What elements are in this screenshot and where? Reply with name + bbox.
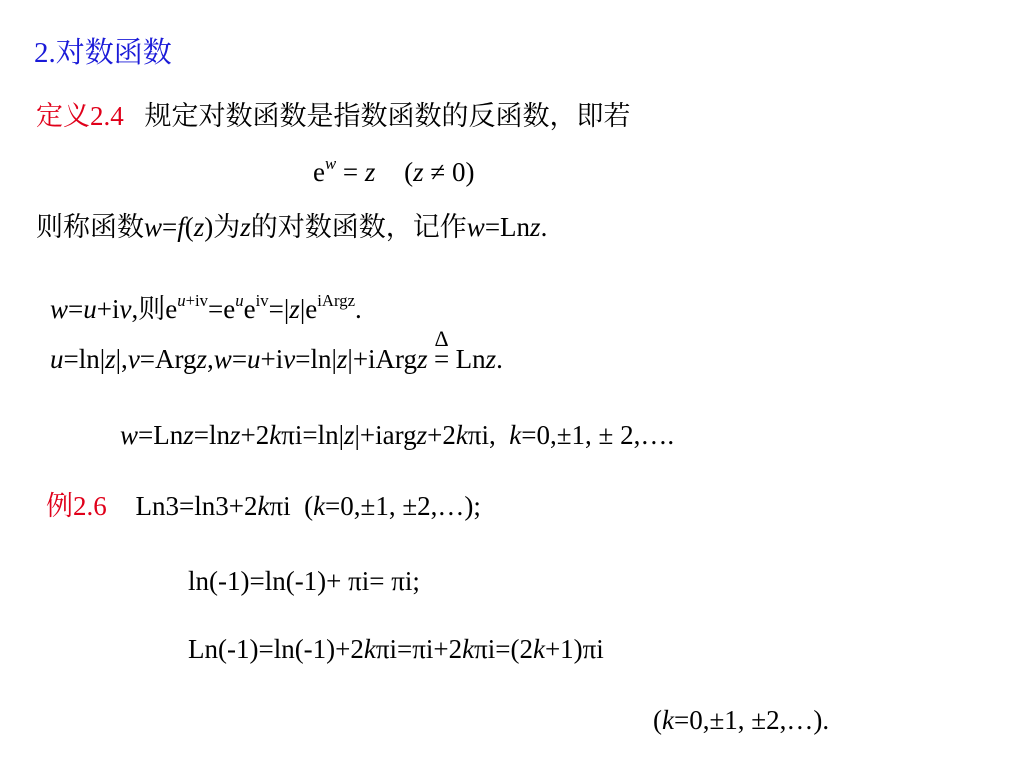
d2-e: +i: [260, 344, 284, 374]
d1-sup1-u: u: [177, 290, 186, 310]
ex3-k3: k: [532, 634, 545, 664]
ex4-k: k: [662, 705, 674, 735]
def2-w: w: [144, 212, 163, 242]
d2-u2: u: [247, 344, 261, 374]
example-line-1: [46, 491, 481, 521]
d3-z2: z: [230, 420, 241, 450]
d1-plus-i: +i: [96, 294, 120, 324]
example-line-3: [188, 634, 604, 664]
def2-f: f: [177, 212, 185, 242]
d3-a: =Ln: [138, 420, 184, 450]
example-number: 2.6: [73, 491, 107, 521]
definition-line-2: [36, 212, 547, 242]
formula-exponent: w: [324, 153, 337, 173]
section-heading: [34, 30, 172, 71]
ex3-c: πi=(2: [474, 634, 533, 664]
example-line-2: ln(-1)=ln(-1)+ πi= πi;: [188, 566, 420, 596]
d1-sup1-rest: +iv: [185, 290, 209, 310]
d1-e3: e: [243, 294, 256, 324]
d2-d: =: [231, 344, 248, 374]
d3-k2: k: [455, 420, 468, 450]
d1-v: v: [119, 294, 132, 324]
d1-sup4: iArgz: [317, 290, 356, 310]
derivation-line-2: [50, 326, 503, 374]
def2-e: .: [540, 212, 548, 242]
def2-c: 的对数函数，记作: [250, 212, 467, 242]
d3-f: +2: [427, 420, 456, 450]
d3-w: w: [120, 420, 139, 450]
def2-z2: z: [240, 212, 251, 242]
derivation-line-1: [50, 290, 362, 324]
d3-z3: z: [344, 420, 355, 450]
d3-h: =0,±1, ± 2,….: [521, 420, 675, 450]
ex3-k2: k: [462, 634, 475, 664]
d2-v2: v: [283, 344, 296, 374]
ex3-k1: k: [363, 634, 376, 664]
d2-a: =ln|: [63, 344, 106, 374]
def2-a: 则称函数: [36, 212, 144, 242]
d2-f: =ln|: [295, 344, 337, 374]
def2-b: 为: [213, 212, 241, 242]
d3-e: |+iarg: [354, 420, 417, 450]
d2-z3: z: [336, 344, 348, 374]
derivation-line-3: [120, 420, 674, 450]
d2-z2: z: [196, 344, 208, 374]
section-title: 对数函数: [55, 37, 172, 69]
d3-g: πi,: [467, 420, 510, 450]
definition-label: 定义: [36, 101, 90, 131]
def2-w2: w: [466, 212, 485, 242]
formula-e: e: [313, 157, 325, 187]
d2-u: u: [50, 344, 64, 374]
ex4-b: =0,±1, ±2,…).: [673, 705, 830, 735]
d1-sup3: iv: [255, 290, 269, 310]
d1-eq2: =e: [208, 294, 236, 324]
d1-sup2: u: [235, 290, 244, 310]
d2-dot: .: [496, 344, 503, 374]
def2-d: =Ln: [484, 212, 531, 242]
ex1-k1: k: [257, 491, 270, 521]
d2-b: |,: [115, 344, 128, 374]
d1-then: ,则e: [131, 294, 178, 324]
d1-w: w: [50, 294, 69, 324]
d3-d: πi=ln|: [281, 420, 345, 450]
def2-z: z: [193, 212, 205, 242]
formula-z: z: [364, 157, 376, 187]
d2-z4: z: [417, 344, 428, 374]
def2-eq: =: [162, 212, 178, 242]
d1-eq3: =|: [268, 294, 290, 324]
def2-z3: z: [530, 212, 541, 242]
formula-cond-open: (: [404, 157, 414, 187]
d3-k3: k: [509, 420, 522, 450]
d2-c: =Arg: [139, 344, 197, 374]
formula-cond: ≠ 0): [423, 157, 475, 187]
defined-as-symbol: [430, 326, 454, 374]
definition-line-1: [36, 101, 631, 131]
ex3-d: +1)πi: [544, 634, 604, 664]
d3-c: +2: [240, 420, 270, 450]
ex4-a: (: [653, 705, 662, 735]
d3-z1: z: [183, 420, 194, 450]
example-line-4: [653, 705, 829, 735]
ex1-b: πi (: [269, 491, 314, 521]
ex1-a: Ln3=ln3+2: [135, 491, 258, 521]
section-number: 2.: [34, 37, 56, 69]
ex3-b: πi=πi+2: [375, 634, 463, 664]
ex3-a: Ln(-1)=ln(-1)+2: [188, 634, 364, 664]
d2-z1: z: [105, 344, 116, 374]
d2-h: Ln: [455, 344, 486, 374]
d1-bar-e: |e: [299, 294, 318, 324]
d2-w: w: [213, 344, 232, 374]
formula-eq: =: [336, 157, 365, 187]
d2-z5: z: [485, 344, 497, 374]
definition-text: 规定对数函数是指数函数的反函数，即若: [144, 101, 631, 131]
definition-formula: [313, 153, 475, 187]
delta-icon: Δ: [434, 326, 449, 351]
d3-z4: z: [416, 420, 428, 450]
d2-v: v: [127, 344, 140, 374]
d1-z: z: [289, 294, 300, 324]
d1-dot: .: [355, 294, 362, 324]
definition-number: 2.4: [90, 101, 124, 131]
d2-g: |+iArg: [347, 344, 418, 374]
d1-eq1: =: [68, 294, 84, 324]
ex1-c: =0,±1, ±2,…);: [325, 491, 481, 521]
defeq: =: [433, 344, 450, 374]
d3-b: =ln: [193, 420, 230, 450]
ex1-k2: k: [313, 491, 326, 521]
d1-u: u: [83, 294, 97, 324]
formula-cond-z: z: [413, 157, 424, 187]
example-label: 例: [46, 491, 73, 521]
def2-rp: ): [204, 212, 214, 242]
d2-comma: ,: [207, 344, 214, 374]
def2-lp: (: [184, 212, 194, 242]
d3-k1: k: [269, 420, 282, 450]
